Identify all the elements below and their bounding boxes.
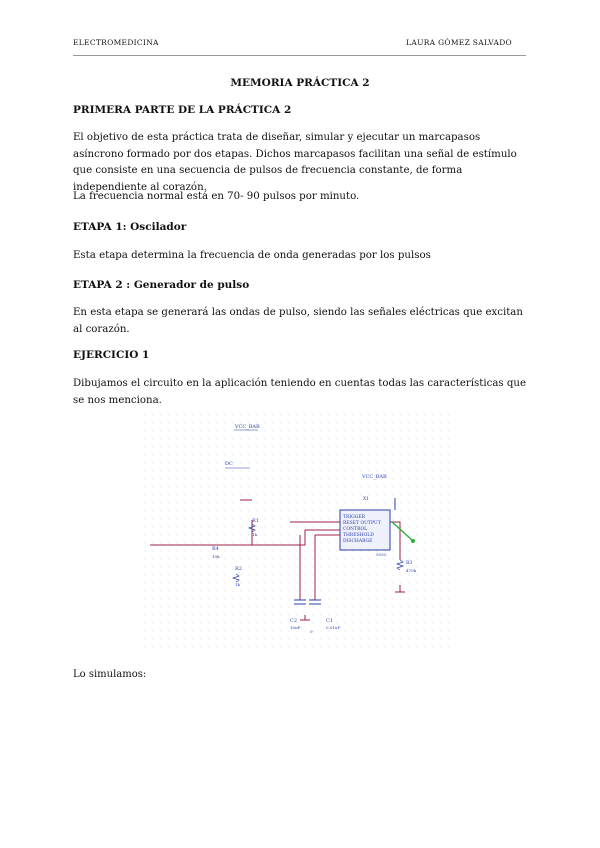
header-left: ELECTROMEDICINA — [73, 38, 159, 47]
etapa2-text: En esta etapa se generará las ondas de pulso, siendo las señales eléctricas que excitan al corazón. — [73, 307, 523, 335]
c1-symbol — [309, 600, 321, 604]
ejercicio1-heading: EJERCICIO 1 — [73, 349, 150, 361]
c1-value: 0.01uF — [326, 625, 341, 630]
section-heading: PRIMERA PARTE DE LA PRÁCTICA 2 — [73, 104, 292, 116]
r-left-label: R4 — [212, 546, 219, 552]
r-left-value: 10k — [212, 554, 220, 559]
vcc-top-label: VCC_BAR — [235, 424, 260, 430]
c2-value: 10uF — [290, 625, 301, 630]
document-title: MEMORIA PRÁCTICA 2 — [230, 77, 370, 89]
r-right-value: 470k — [406, 568, 417, 573]
r2-label: R2 — [235, 566, 242, 572]
r2-symbol — [233, 574, 239, 582]
intro-paragraph: El objetivo de esta práctica trata de diseñar, simular y ejecutar un marcapasos asíncrono formado por dos etapas. Dichos marcapasos facilitan una señal de estímulo que consiste en una secuencia de pulsos de frecuencia constante, de forma independiente al corazón. — [73, 132, 517, 193]
pin-trigger: TRIGGER — [343, 515, 366, 520]
r1-label: R1 — [252, 518, 259, 524]
c2-symbol — [294, 600, 306, 604]
r-right-label: R3 — [406, 561, 413, 566]
circuit-schematic — [140, 410, 450, 655]
pin-threshold: THRESHOLD — [343, 533, 374, 538]
pin-reset-output: RESET OUTPUT — [343, 521, 381, 526]
ic-model: 555C — [376, 552, 387, 557]
led-tip — [411, 539, 415, 543]
simulation-caption: Lo simulamos: — [73, 669, 147, 680]
schematic-grid — [145, 415, 450, 648]
header-right: LAURA GÓMEZ SALVADO — [406, 38, 512, 47]
pin-discharge: DISCHARGE — [343, 539, 373, 544]
pin-control: CONTROL — [343, 527, 368, 532]
header-divider — [73, 55, 526, 56]
ground-label: 0 — [310, 629, 313, 634]
frequency-paragraph: La frecuencia normal está en 70- 90 pulsos por minuto. — [73, 191, 360, 202]
r2-value: 1k — [235, 582, 240, 587]
etapa1-text: Esta etapa determina la frecuencia de onda generadas por los pulsos — [73, 250, 431, 261]
c1-label: C1 — [326, 618, 334, 624]
etapa1-heading: ETAPA 1: Oscilador — [73, 221, 187, 233]
etapa2-heading: ETAPA 2 : Generador de pulso — [73, 279, 250, 291]
led-symbol — [392, 522, 412, 540]
r-right-symbol — [397, 560, 403, 570]
x1-label: X1 — [363, 497, 370, 502]
r1-value: 1k — [252, 532, 257, 537]
vcc-right-label: VCC_BAR — [362, 474, 387, 480]
dc-source-label: DC — [225, 461, 233, 467]
c2-label: C2 — [290, 618, 298, 624]
ejercicio1-text: Dibujamos el circuito en la aplicación teniendo en cuentas todas las características que se nos menciona. — [73, 378, 526, 406]
